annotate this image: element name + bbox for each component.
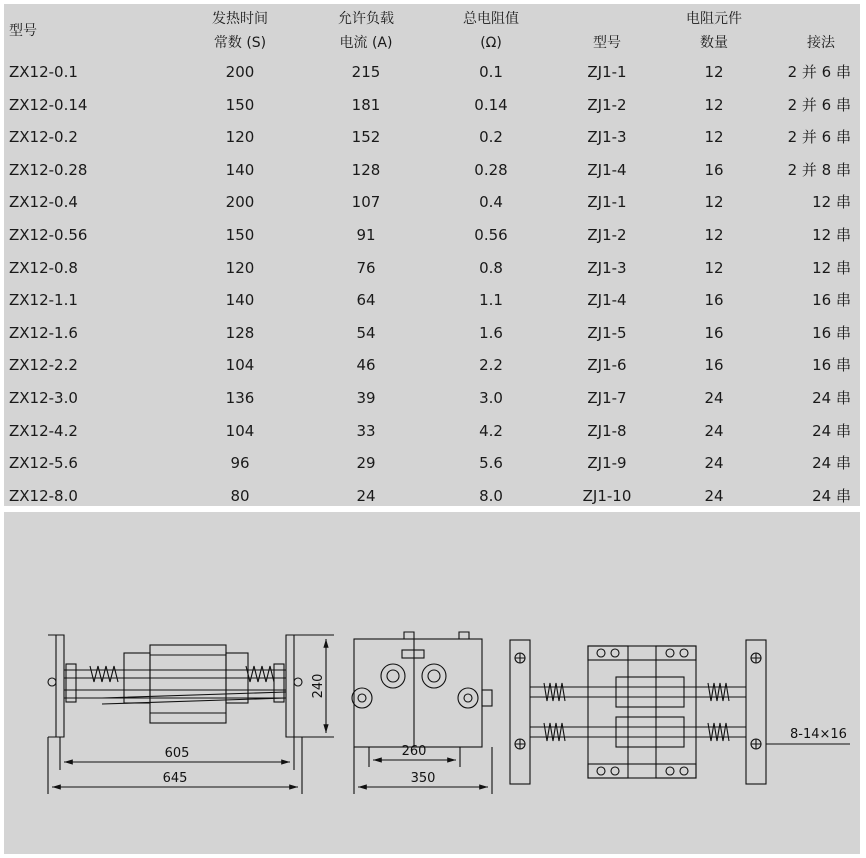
header-wiring: 接法 xyxy=(807,35,835,51)
cell-resistance: 1.1 xyxy=(479,291,503,310)
cell-model: ZX12-0.28 xyxy=(9,160,88,179)
side-view xyxy=(352,632,492,794)
header-element-model: 型号 xyxy=(593,35,621,51)
cell-model: ZX12-0.2 xyxy=(9,128,78,147)
cell-current: 33 xyxy=(356,421,376,440)
cell-wiring: 2 并 8 串 xyxy=(787,160,851,179)
cell-current: 24 xyxy=(356,486,376,505)
cell-model: ZX12-1.6 xyxy=(9,323,78,342)
cell-heat-time: 200 xyxy=(225,193,255,212)
cell-resistance: 0.56 xyxy=(474,226,508,244)
cell-element-count: 16 xyxy=(704,356,724,375)
cell-element-count: 24 xyxy=(704,389,724,407)
cell-element-count: 12 xyxy=(704,193,724,212)
cell-wiring: 24 串 xyxy=(812,389,851,407)
cell-element-model: ZJ1-2 xyxy=(587,226,627,244)
cell-wiring: 16 串 xyxy=(812,356,851,375)
dimension-drawing xyxy=(4,512,860,854)
cell-model: ZX12-5.6 xyxy=(9,454,78,473)
header-resistance-2: (Ω) xyxy=(480,35,502,51)
cell-model: ZX12-0.1 xyxy=(9,63,78,81)
cell-model: ZX12-8.0 xyxy=(9,486,78,505)
header-current-1: 允许负载 xyxy=(338,11,394,27)
cell-resistance: 0.28 xyxy=(474,160,508,179)
cell-heat-time: 140 xyxy=(225,160,255,179)
cell-wiring: 24 串 xyxy=(812,454,851,473)
header-element-group: 电阻元件 xyxy=(686,11,742,27)
front-view xyxy=(48,635,334,794)
cell-element-model: ZJ1-1 xyxy=(587,63,627,81)
cell-current: 76 xyxy=(356,258,376,277)
cell-model: ZX12-2.2 xyxy=(9,356,78,375)
cell-model: ZX12-3.0 xyxy=(9,389,78,407)
drawing-svg xyxy=(4,512,860,854)
cell-heat-time: 136 xyxy=(225,389,255,407)
top-view xyxy=(510,640,850,784)
cell-current: 39 xyxy=(356,389,376,407)
cell-element-model: ZJ1-3 xyxy=(587,258,627,277)
header-current-2: 电流 (A) xyxy=(339,35,393,51)
cell-resistance: 0.1 xyxy=(479,63,503,81)
cell-heat-time: 150 xyxy=(225,226,255,244)
header-resistance-1: 总电阻值 xyxy=(463,11,519,27)
cell-element-count: 16 xyxy=(704,160,724,179)
header-heat-time-1: 发热时间 xyxy=(212,11,268,27)
dim-240: 240 xyxy=(311,673,326,699)
cell-element-model: ZJ1-3 xyxy=(587,128,627,147)
cell-element-count: 24 xyxy=(704,421,724,440)
cell-resistance: 0.14 xyxy=(474,95,508,114)
dim-645: 645 xyxy=(162,771,188,786)
header-model: 型号 xyxy=(9,23,37,39)
cell-element-count: 12 xyxy=(704,95,724,114)
cell-resistance: 3.0 xyxy=(479,389,503,407)
header-element-count: 数量 xyxy=(700,35,728,51)
cell-current: 91 xyxy=(356,226,376,244)
cell-wiring: 12 串 xyxy=(812,193,851,212)
cell-element-model: ZJ1-6 xyxy=(587,356,627,375)
cell-element-count: 16 xyxy=(704,291,724,310)
cell-element-model: ZJ1-4 xyxy=(587,291,627,310)
cell-current: 181 xyxy=(351,95,381,114)
cell-resistance: 0.8 xyxy=(479,258,503,277)
cell-element-model: ZJ1-9 xyxy=(587,454,627,473)
cell-wiring: 24 串 xyxy=(812,486,851,505)
cell-current: 107 xyxy=(351,193,381,212)
cell-heat-time: 150 xyxy=(225,95,255,114)
cell-resistance: 4.2 xyxy=(479,421,503,440)
cell-wiring: 2 并 6 串 xyxy=(787,63,851,81)
cell-wiring: 12 串 xyxy=(812,226,851,244)
cell-current: 64 xyxy=(356,291,376,310)
spec-table xyxy=(4,4,860,506)
cell-current: 152 xyxy=(351,128,381,147)
cell-wiring: 16 串 xyxy=(812,323,851,342)
cell-current: 29 xyxy=(356,454,376,473)
cell-element-count: 24 xyxy=(704,486,724,505)
cell-heat-time: 128 xyxy=(225,323,255,342)
cell-element-model: ZJ1-8 xyxy=(587,421,627,440)
cell-wiring: 24 串 xyxy=(812,421,851,440)
cell-element-model: ZJ1-4 xyxy=(587,160,627,179)
dim-260: 260 xyxy=(401,744,427,759)
cell-resistance: 0.2 xyxy=(479,128,503,147)
dim-350: 350 xyxy=(410,771,436,786)
cell-wiring: 2 并 6 串 xyxy=(787,128,851,147)
cell-wiring: 16 串 xyxy=(812,291,851,310)
cell-element-count: 12 xyxy=(704,226,724,244)
cell-model: ZX12-0.56 xyxy=(9,226,88,244)
cell-resistance: 8.0 xyxy=(479,486,503,505)
cell-element-model: ZJ1-5 xyxy=(587,323,627,342)
cell-model: ZX12-0.8 xyxy=(9,258,78,277)
cell-element-count: 12 xyxy=(704,128,724,147)
cell-heat-time: 96 xyxy=(230,454,250,473)
dim-605: 605 xyxy=(164,746,190,761)
cell-current: 215 xyxy=(351,63,381,81)
cell-element-model: ZJ1-2 xyxy=(587,95,627,114)
cell-heat-time: 80 xyxy=(230,486,250,505)
header-heat-time-2: 常数 (S) xyxy=(213,35,267,51)
cell-element-count: 16 xyxy=(704,323,724,342)
cell-current: 54 xyxy=(356,323,376,342)
cell-resistance: 0.4 xyxy=(479,193,503,212)
cell-element-model: ZJ1-1 xyxy=(587,193,627,212)
cell-model: ZX12-4.2 xyxy=(9,421,78,440)
cell-element-model: ZJ1-7 xyxy=(587,389,627,407)
cell-element-count: 12 xyxy=(704,63,724,81)
cell-heat-time: 140 xyxy=(225,291,255,310)
dim-holes: 8-14×16 xyxy=(790,727,847,742)
cell-element-count: 12 xyxy=(704,258,724,277)
cell-resistance: 5.6 xyxy=(479,454,503,473)
cell-heat-time: 104 xyxy=(225,356,255,375)
cell-heat-time: 200 xyxy=(225,63,255,81)
cell-model: ZX12-1.1 xyxy=(9,291,78,310)
cell-heat-time: 120 xyxy=(225,258,255,277)
cell-element-model: ZJ1-10 xyxy=(582,486,632,505)
cell-resistance: 2.2 xyxy=(479,356,503,375)
cell-resistance: 1.6 xyxy=(479,323,503,342)
cell-current: 128 xyxy=(351,160,381,179)
cell-model: ZX12-0.14 xyxy=(9,95,88,114)
cell-element-count: 24 xyxy=(704,454,724,473)
cell-heat-time: 104 xyxy=(225,421,255,440)
cell-wiring: 2 并 6 串 xyxy=(787,95,851,114)
cell-current: 46 xyxy=(356,356,376,375)
cell-wiring: 12 串 xyxy=(812,258,851,277)
cell-heat-time: 120 xyxy=(225,128,255,147)
cell-model: ZX12-0.4 xyxy=(9,193,78,212)
